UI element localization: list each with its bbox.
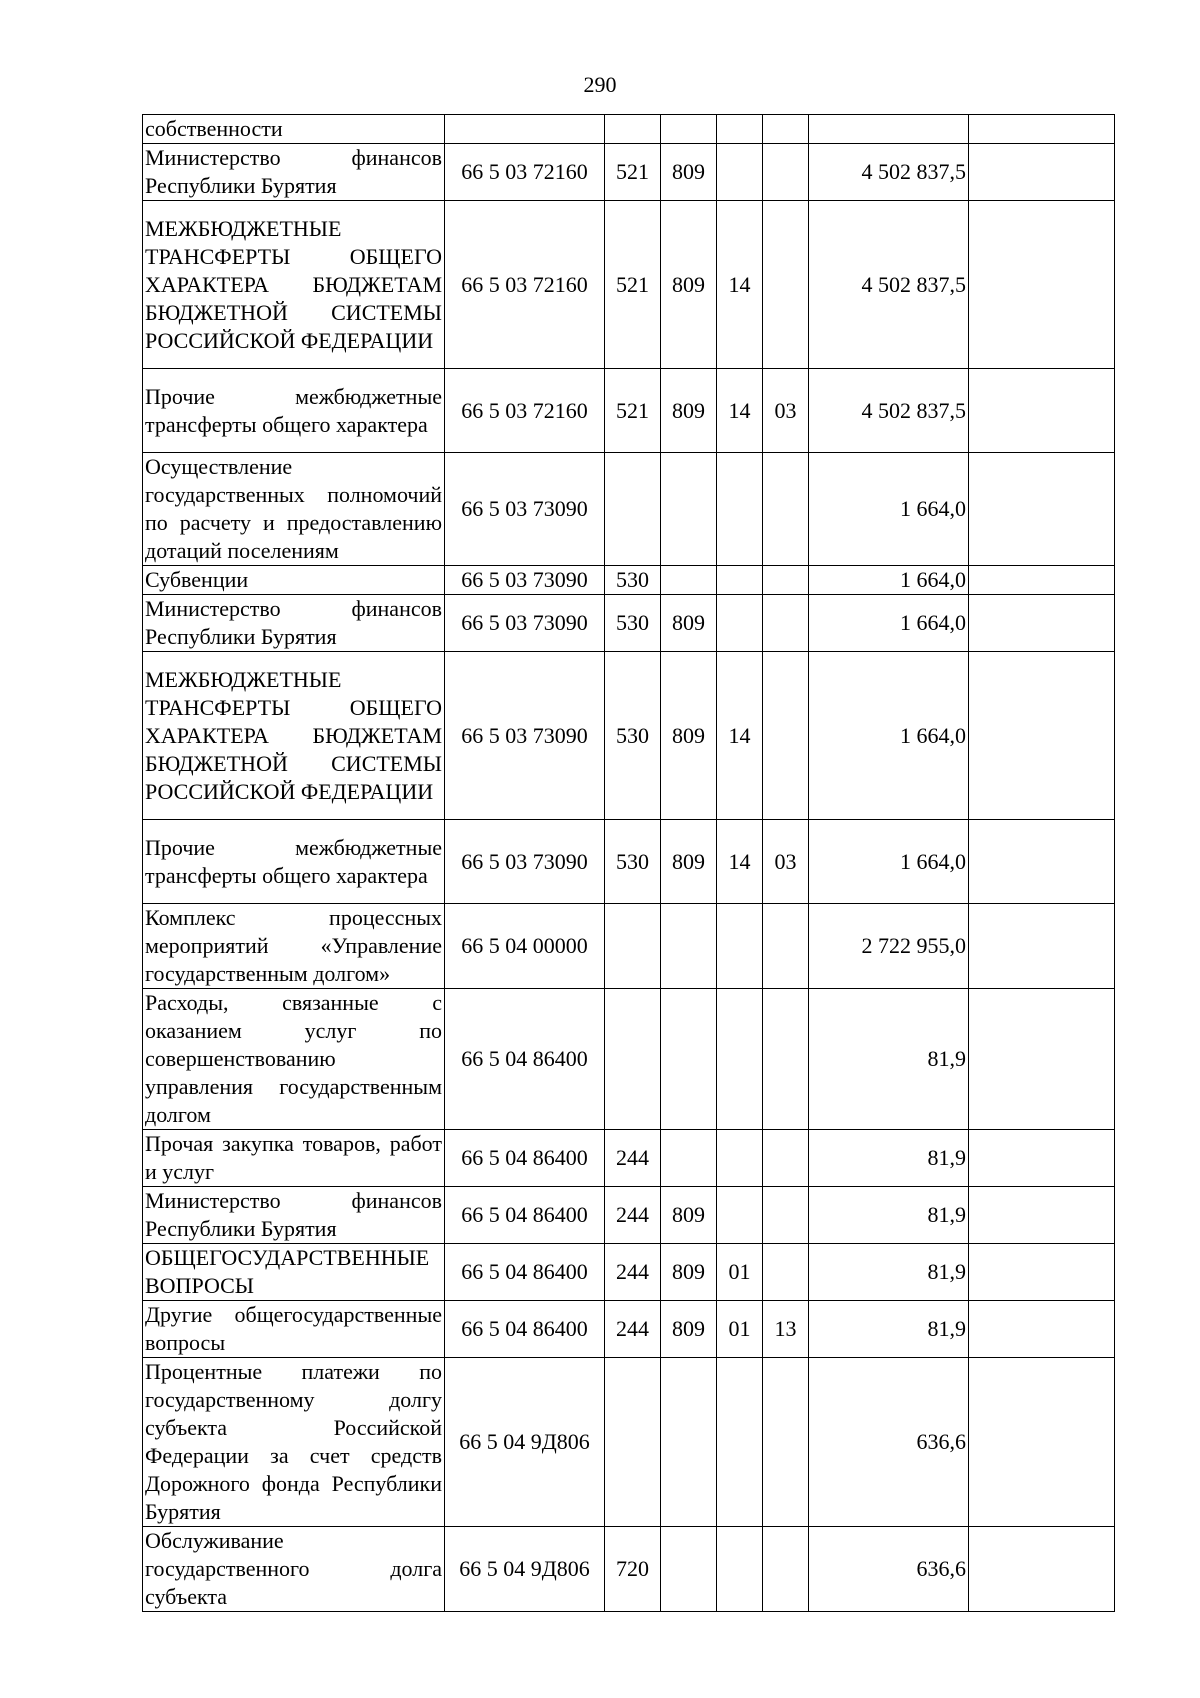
row-name-cell: Расходы, связанные с оказанием услуг по совершенствованию управления государственным долгом [143,989,445,1130]
target-article-cell: 66 5 04 86400 [445,1130,605,1187]
extra-cell [969,652,1115,820]
expense-type-cell [605,453,661,566]
subsection-cell [763,595,809,652]
chief-administrator-cell [661,1358,717,1527]
table-row [143,566,1115,595]
table-row [143,115,1115,144]
section-cell [717,453,763,566]
amount-cell: 4 502 837,5 [809,201,969,369]
target-article-cell: 66 5 03 73090 [445,595,605,652]
extra-cell [969,989,1115,1130]
section-cell [717,1527,763,1612]
amount-cell: 1 664,0 [809,595,969,652]
section-cell [717,1130,763,1187]
row-name-cell: Субвенции [143,566,445,595]
row-name-cell: Обслуживание государственного долга субъекта [143,1527,445,1612]
extra-cell [969,595,1115,652]
extra-cell [969,1187,1115,1244]
subsection-cell: 03 [763,820,809,904]
extra-cell [969,369,1115,453]
table-row [143,1358,1115,1527]
subsection-cell [763,453,809,566]
extra-cell [969,820,1115,904]
amount-cell: 636,6 [809,1358,969,1527]
amount-cell: 81,9 [809,1244,969,1301]
amount-cell: 81,9 [809,1130,969,1187]
expense-type-cell [605,1358,661,1527]
table-row [143,989,1115,1130]
row-name-cell: Министерство финансов Республики Бурятия [143,144,445,201]
chief-administrator-cell [661,115,717,144]
amount-cell: 1 664,0 [809,652,969,820]
expense-type-cell [605,115,661,144]
amount-cell: 4 502 837,5 [809,369,969,453]
target-article-cell: 66 5 03 72160 [445,144,605,201]
section-cell [717,1187,763,1244]
expense-type-cell: 521 [605,369,661,453]
section-cell: 01 [717,1244,763,1301]
table-row [143,201,1115,369]
subsection-cell [763,115,809,144]
target-article-cell: 66 5 04 9Д806 [445,1527,605,1612]
extra-cell [969,566,1115,595]
extra-cell [969,1244,1115,1301]
row-name-cell: МЕЖБЮДЖЕТНЫЕ ТРАНСФЕРТЫ ОБЩЕГО ХАРАКТЕРА БЮДЖЕТАМ БЮДЖЕТНОЙ СИСТЕМЫ РОССИЙСКОЙ ФЕДЕРАЦИИ [143,201,445,369]
chief-administrator-cell: 809 [661,369,717,453]
table-row [143,595,1115,652]
row-name-cell: Другие общегосударственные вопросы [143,1301,445,1358]
section-cell [717,989,763,1130]
chief-administrator-cell [661,904,717,989]
chief-administrator-cell [661,1130,717,1187]
chief-administrator-cell: 809 [661,595,717,652]
amount-cell [809,115,969,144]
expense-type-cell: 244 [605,1301,661,1358]
section-cell: 14 [717,369,763,453]
expense-type-cell: 521 [605,201,661,369]
table-row [143,1187,1115,1244]
target-article-cell: 66 5 04 86400 [445,989,605,1130]
table-row [143,1130,1115,1187]
target-article-cell: 66 5 04 00000 [445,904,605,989]
subsection-cell [763,1527,809,1612]
row-name-cell: Комплекс процессных мероприятий «Управление государственным долгом» [143,904,445,989]
page-number: 290 [583,72,617,97]
target-article-cell: 66 5 03 73090 [445,652,605,820]
extra-cell [969,1527,1115,1612]
expense-type-cell: 530 [605,595,661,652]
extra-cell [969,453,1115,566]
row-name-cell: Прочие межбюджетные трансферты общего характера [143,369,445,453]
section-cell: 14 [717,820,763,904]
section-cell [717,595,763,652]
amount-cell: 1 664,0 [809,453,969,566]
subsection-cell [763,144,809,201]
amount-cell: 4 502 837,5 [809,144,969,201]
expense-type-cell: 244 [605,1130,661,1187]
subsection-cell [763,904,809,989]
chief-administrator-cell [661,566,717,595]
subsection-cell [763,1187,809,1244]
table-row [143,453,1115,566]
target-article-cell: 66 5 03 72160 [445,369,605,453]
amount-cell: 81,9 [809,1301,969,1358]
chief-administrator-cell: 809 [661,1301,717,1358]
table-row [143,369,1115,453]
target-article-cell [445,115,605,144]
expense-type-cell: 521 [605,144,661,201]
chief-administrator-cell: 809 [661,1244,717,1301]
budget-table [142,114,1115,1612]
extra-cell [969,1301,1115,1358]
section-cell [717,115,763,144]
extra-cell [969,201,1115,369]
target-article-cell: 66 5 04 9Д806 [445,1358,605,1527]
subsection-cell [763,566,809,595]
subsection-cell [763,1358,809,1527]
amount-cell: 636,6 [809,1527,969,1612]
subsection-cell [763,989,809,1130]
extra-cell [969,904,1115,989]
chief-administrator-cell: 809 [661,144,717,201]
extra-cell [969,115,1115,144]
chief-administrator-cell [661,989,717,1130]
target-article-cell: 66 5 04 86400 [445,1244,605,1301]
row-name-cell: Министерство финансов Республики Бурятия [143,595,445,652]
expense-type-cell: 530 [605,820,661,904]
target-article-cell: 66 5 03 73090 [445,820,605,904]
chief-administrator-cell: 809 [661,1187,717,1244]
subsection-cell: 03 [763,369,809,453]
expense-type-cell: 530 [605,566,661,595]
section-cell [717,904,763,989]
extra-cell [969,144,1115,201]
subsection-cell [763,652,809,820]
subsection-cell [763,201,809,369]
row-name-cell: Процентные платежи по государственному долгу субъекта Российской Федерации за счет средств Дорожного фонда Республики Бурятия [143,1358,445,1527]
row-name-cell: собственности [143,115,445,144]
expense-type-cell [605,989,661,1130]
subsection-cell [763,1244,809,1301]
extra-cell [969,1130,1115,1187]
section-cell: 14 [717,652,763,820]
target-article-cell: 66 5 04 86400 [445,1187,605,1244]
expense-type-cell: 244 [605,1187,661,1244]
chief-administrator-cell [661,1527,717,1612]
table-row [143,144,1115,201]
expense-type-cell: 244 [605,1244,661,1301]
row-name-cell: Прочие межбюджетные трансферты общего характера [143,820,445,904]
row-name-cell: Министерство финансов Республики Бурятия [143,1187,445,1244]
section-cell [717,566,763,595]
row-name-cell: МЕЖБЮДЖЕТНЫЕ ТРАНСФЕРТЫ ОБЩЕГО ХАРАКТЕРА БЮДЖЕТАМ БЮДЖЕТНОЙ СИСТЕМЫ РОССИЙСКОЙ ФЕДЕРАЦИИ [143,652,445,820]
subsection-cell [763,1130,809,1187]
amount-cell: 1 664,0 [809,820,969,904]
table-row [143,904,1115,989]
chief-administrator-cell: 809 [661,201,717,369]
table-row [143,1244,1115,1301]
amount-cell: 1 664,0 [809,566,969,595]
chief-administrator-cell: 809 [661,820,717,904]
target-article-cell: 66 5 04 86400 [445,1301,605,1358]
section-cell: 14 [717,201,763,369]
chief-administrator-cell [661,453,717,566]
amount-cell: 2 722 955,0 [809,904,969,989]
section-cell: 01 [717,1301,763,1358]
table-row [143,652,1115,820]
target-article-cell: 66 5 03 73090 [445,566,605,595]
row-name-cell: Прочая закупка товаров, работ и услуг [143,1130,445,1187]
target-article-cell: 66 5 03 72160 [445,201,605,369]
amount-cell: 81,9 [809,1187,969,1244]
extra-cell [969,1358,1115,1527]
table-row [143,820,1115,904]
section-cell [717,1358,763,1527]
row-name-cell: ОБЩЕГОСУДАРСТВЕННЫЕ ВОПРОСЫ [143,1244,445,1301]
expense-type-cell: 720 [605,1527,661,1612]
amount-cell: 81,9 [809,989,969,1130]
row-name-cell: Осуществление государственных полномочий по расчету и предоставлению дотаций поселениям [143,453,445,566]
table-row [143,1301,1115,1358]
target-article-cell: 66 5 03 73090 [445,453,605,566]
table-row [143,1527,1115,1612]
section-cell [717,144,763,201]
expense-type-cell [605,904,661,989]
chief-administrator-cell: 809 [661,652,717,820]
subsection-cell: 13 [763,1301,809,1358]
expense-type-cell: 530 [605,652,661,820]
